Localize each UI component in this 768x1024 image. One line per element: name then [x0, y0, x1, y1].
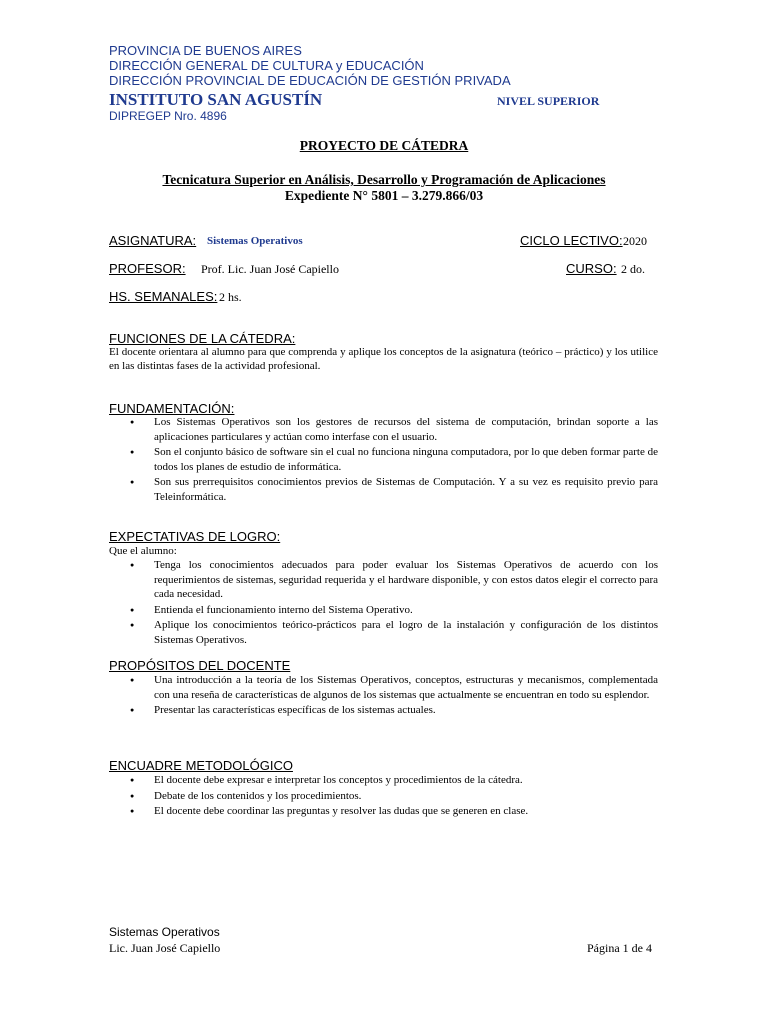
list-item: ● Una introducción a la teoría de los Sistemas Operativos, conceptos, estructuras y mecanismos, complementada con una reseña de características de algunos de los sistemas que actualmente se encuentran en todo su esplendor. — [109, 673, 658, 702]
expectativas-heading: EXPECTATIVAS DE LOGRO: — [109, 529, 281, 544]
footer-subject: Sistemas Operativos — [109, 925, 220, 939]
expectativas-intro: Que el alumno: — [109, 545, 177, 557]
list-item: ● Los Sistemas Operativos son los gestores de recursos del sistema de computación, brindan soporte a las aplicaciones particulares y actúan como interfase con el usuario. — [109, 415, 658, 444]
fundamentacion-list — [109, 415, 658, 505]
level-label: NIVEL SUPERIOR — [497, 94, 600, 108]
asignatura-value: Sistemas Operativos — [207, 235, 303, 247]
list-item: ● Aplique los conocimientos teórico-prácticos para el logro de la instalación y configuración de los distintos Sistemas Operativos. — [109, 618, 658, 647]
expediente-number: Expediente N° 5801 – 3.279.866/03 — [284, 188, 484, 203]
list-item: ● El docente debe coordinar las preguntas y resolver las dudas que se generen en clase. — [109, 804, 658, 819]
list-item: ● Tenga los conocimientos adecuados para poder evaluar los Sistemas Operativos de acuerdo con los requerimientos de sistemas, seguridad requerida y el hardware disponible, y con estos datos elegir el correcto para cada necesidad. — [109, 558, 658, 602]
fundamentacion-heading: FUNDAMENTACIÓN: — [109, 401, 235, 416]
list-item: ● Debate de los contenidos y los procedimientos. — [109, 789, 658, 804]
header-direction-general: DIRECCIÓN GENERAL DE CULTURA y EDUCACIÓN — [109, 58, 424, 73]
list-item: ● Son sus prerrequisitos conocimientos previos de Sistemas de Computación. Y a su vez es requisito previo para Teleinformática. — [109, 475, 658, 504]
list-item: ● Entienda el funcionamiento interno del Sistema Operativo. — [109, 603, 658, 618]
profesor-value: Prof. Lic. Juan José Capiello — [201, 262, 339, 276]
career-title: Tecnicatura Superior en Análisis, Desarrollo y Programación de Aplicaciones — [162, 172, 606, 187]
institute-name: INSTITUTO SAN AGUSTÍN — [109, 90, 323, 109]
hs-semanales-value: 2 hs. — [219, 290, 242, 304]
header-direction-provincial: DIRECCIÓN PROVINCIAL DE EDUCACIÓN DE GESTIÓN PRIVADA — [109, 73, 511, 88]
expectativas-list — [109, 558, 658, 648]
page-title: PROYECTO DE CÁTEDRA — [299, 138, 469, 153]
curso-label: CURSO: — [566, 261, 617, 276]
list-item: ● Son el conjunto básico de software sin el cual no funciona ninguna computadora, por lo que deben formar parte de todos los planes de estudio de informática. — [109, 445, 658, 474]
header-province: PROVINCIA DE BUENOS AIRES — [109, 43, 302, 58]
propositos-heading: PROPÓSITOS DEL DOCENTE — [109, 658, 291, 673]
list-item: ● Presentar las características específicas de los sistemas actuales. — [109, 703, 658, 718]
hs-semanales-label: HS. SEMANALES: — [109, 289, 218, 304]
dipregep-number: DIPREGEP Nro. 4896 — [109, 109, 227, 123]
profesor-label: PROFESOR: — [109, 261, 186, 276]
encuadre-list — [109, 773, 658, 820]
list-item: ● El docente debe expresar e interpretar los conceptos y procedimientos de la cátedra. — [109, 773, 658, 788]
funciones-text: El docente orientara al alumno para que comprenda y aplique los conceptos de la asignatura (teórico – práctico) y los utilice en las distintas fases de la actividad profesional. — [109, 346, 658, 372]
asignatura-label: ASIGNATURA: — [109, 233, 197, 248]
ciclo-lectivo-value: 2020 — [623, 234, 647, 248]
funciones-heading: FUNCIONES DE LA CÁTEDRA: — [109, 331, 296, 346]
footer-author: Lic. Juan José Capiello — [109, 941, 221, 955]
encuadre-heading: ENCUADRE METODOLÓGICO — [109, 758, 293, 773]
footer-page-number: Página 1 de 4 — [587, 941, 652, 955]
curso-value: 2 do. — [621, 262, 645, 276]
ciclo-lectivo-label: CICLO LECTIVO: — [520, 233, 623, 248]
propositos-list — [109, 673, 658, 719]
